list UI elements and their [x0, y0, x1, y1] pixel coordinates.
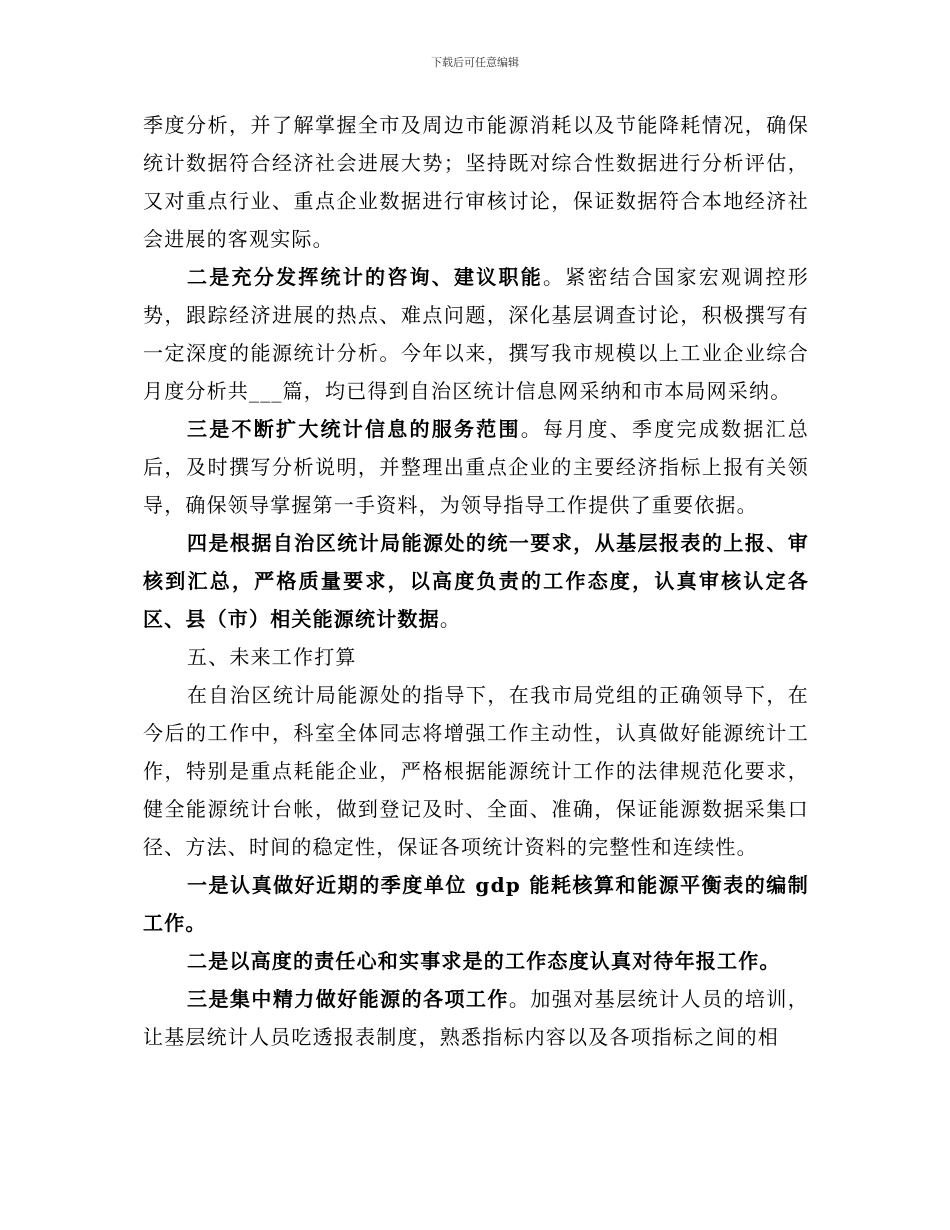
section-heading-text: 五、未来工作打算: [187, 645, 357, 669]
paragraph-plan-three: [143, 980, 809, 1056]
paragraph-text: 。: [185, 911, 207, 935]
paragraph-point-four: [143, 524, 809, 638]
paragraph-plan-two: [143, 942, 809, 980]
paragraph-point-three: [143, 410, 809, 524]
paragraph-lead: 三是不断扩大统计信息的服务范围: [187, 417, 521, 441]
paragraph-text: 。每月度、季度完成数据汇总后，及时撰写分析说明，并整理出重点企业的主要经济指标上报有关领导，确保领导掌握第一手资料，为领导指导工作提供了重要依据。: [143, 417, 809, 517]
paragraph-future-plan: [143, 676, 809, 866]
paragraph-lead: 三是集中精力做好能源的各项工作: [187, 987, 509, 1011]
paragraph-plan-one: [143, 866, 809, 942]
paragraph-text: 。: [759, 949, 781, 973]
paragraph-continuation: [143, 106, 809, 258]
page-header: 下载后可任意编辑: [431, 56, 519, 69]
paragraph-lead: 四是根据自治区统计局能源处的统一要求，从基层报表的上报、审核到汇总，严格质量要求，以高度负责的工作态度，认真审核认定各区、县（市）相关能源统计数据: [143, 531, 809, 631]
section-heading: [143, 638, 809, 676]
paragraph-point-two: [143, 258, 809, 410]
paragraph-text: 。紧密结合国家宏观调控形势，跟踪经济进展的热点、难点问题，深化基层调查讨论，积极撰写有一定深度的能源统计分析。今年以来，撰写我市规模以上工业企业综合月度分析共___篇，均已得到自治区统计信息网采纳和市本局网采纳。: [143, 265, 809, 403]
paragraph-lead: 二是充分发挥统计的咨询、建议职能: [187, 265, 544, 289]
paragraph-text: 。: [439, 607, 462, 631]
paragraph-lead: 一是认真做好近期的季度单位 gdp 能耗核算和能源平衡表的编制工作: [143, 873, 809, 935]
document-body: [143, 106, 809, 1056]
paragraph-text: 在自治区统计局能源处的指导下，在我市局党组的正确领导下，在今后的工作中，科室全体同志将增强工作主动性，认真做好能源统计工作，特别是重点耗能企业，严格根据能源统计工作的法律规范化要求，健全能源统计台帐，做到登记及时、全面、准确，保证能源数据采集口径、方法、时间的稳定性，保证各项统计资料的完整性和连续性。: [143, 683, 809, 859]
paragraph-text: 。加强对基层统计人员的培训，让基层统计人员吃透报表制度，熟悉指标内容以及各项指标之间的相: [143, 987, 809, 1049]
paragraph-lead: 二是以高度的责任心和实事求是的工作态度认真对待年报工作: [187, 949, 760, 973]
paragraph-text: 季度分析，并了解掌握全市及周边市能源消耗以及节能降耗情况，确保统计数据符合经济社会进展大势；坚持既对综合性数据进行分析评估，又对重点行业、重点企业数据进行审核讨论，保证数据符合本地经济社会进展的客观实际。: [143, 113, 809, 251]
